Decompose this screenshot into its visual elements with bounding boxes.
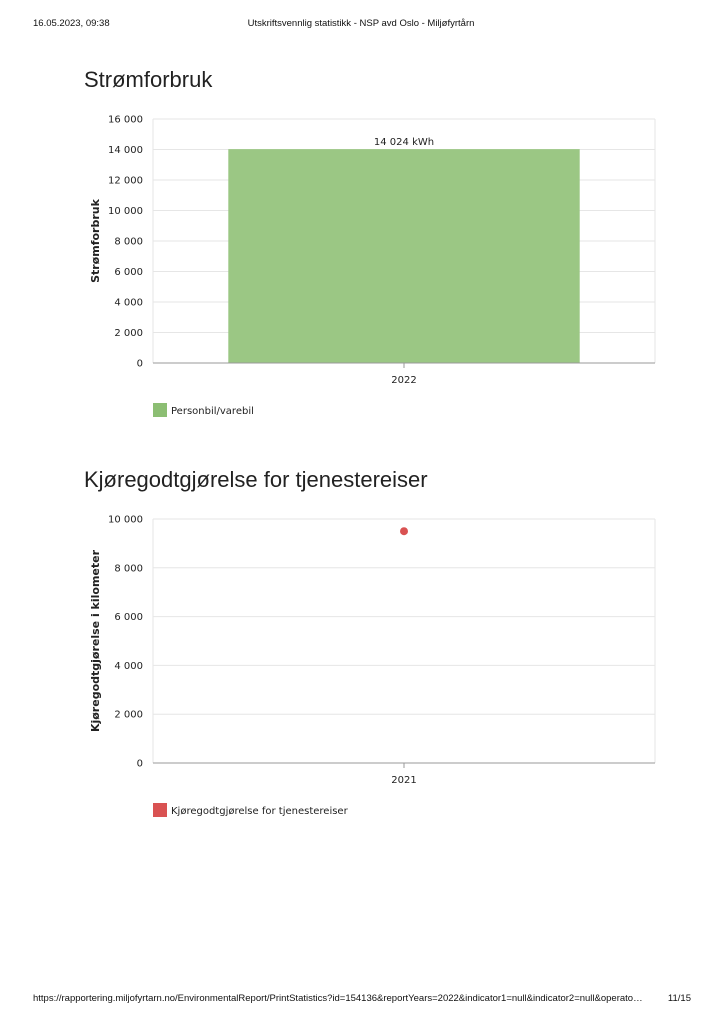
page-number: 11/15 [667, 993, 691, 1004]
y-tick-label: 10 000 [108, 206, 143, 217]
y-tick-label: 6 000 [114, 612, 143, 624]
legend-swatch [153, 803, 167, 817]
data-label: 14 024 kWh [373, 137, 435, 149]
chart-stromforbruk [0, 105, 722, 425]
print-header [0, 14, 722, 28]
print-page-title: Utskriftsvennlig statistikk - NSP avd Oslo - Miljøfyrtårn [247, 18, 475, 29]
y-tick-label: 6 000 [114, 267, 143, 278]
y-axis-title: Strømforbruk [89, 199, 102, 283]
print-footer [0, 993, 722, 1007]
y-tick-label: 8 000 [114, 563, 143, 575]
y-tick-label: 8 000 [114, 236, 143, 248]
bar-2022 [228, 149, 579, 363]
chart-kjoregodtgjorelse [0, 505, 722, 825]
legend-label: Kjøregodtgjørelse for tjenestereiser [171, 806, 348, 817]
y-tick-label: 10 000 [108, 514, 143, 526]
y-tick-label: 0 [136, 758, 143, 770]
print-datetime: 16.05.2023, 09:38 [33, 18, 110, 29]
y-tick-label: 2 000 [114, 709, 143, 721]
print-url: https://rapportering.miljofyrtarn.no/EnvironmentalReport/PrintStatistics?id=154136&reportYears=2022&indicator1=null&indicator2=null&operato… [33, 993, 643, 1004]
y-tick-label: 0 [136, 358, 143, 370]
y-tick-label: 16 000 [108, 114, 143, 126]
y-tick-label: 14 000 [108, 145, 143, 156]
x-tick-label: 2021 [391, 775, 417, 786]
data-point-2021 [400, 527, 408, 535]
section-title-kjoregodtgjorelse: Kjøregodtgjørelse for tjenestereiser [84, 467, 428, 492]
x-tick-label: 2022 [391, 375, 417, 386]
legend-label: Personbil/varebil [171, 406, 254, 417]
y-axis-title: Kjøregodtgjørelse i kilometer [89, 549, 102, 733]
y-tick-label: 12 000 [108, 175, 143, 187]
y-tick-label: 4 000 [114, 297, 143, 309]
legend-swatch [153, 403, 167, 417]
y-tick-label: 2 000 [114, 328, 143, 339]
section-title-stromforbruk: Strømforbruk [84, 67, 213, 92]
y-tick-label: 4 000 [114, 660, 143, 672]
